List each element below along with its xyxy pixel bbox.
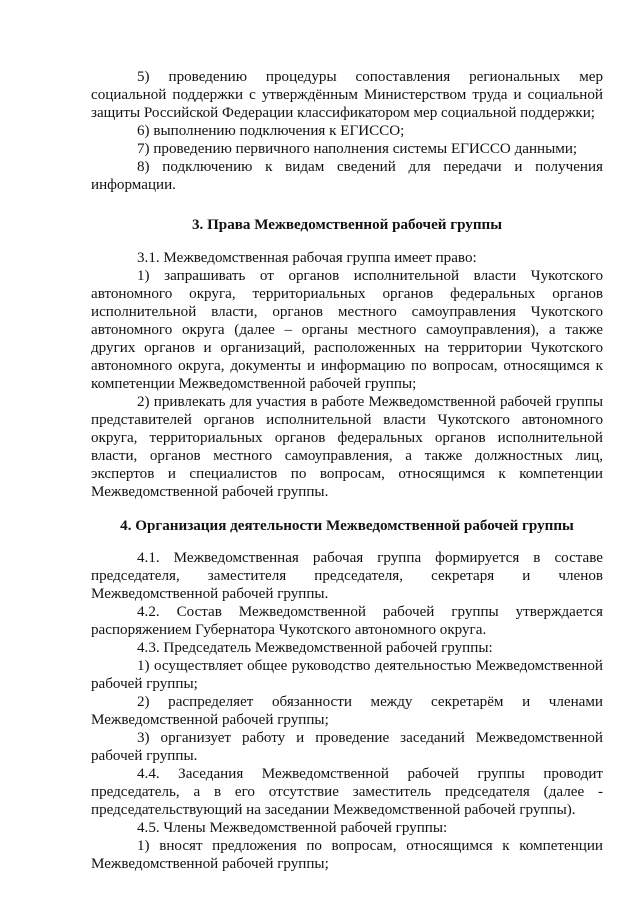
paragraph-3-1-item-2: 2) привлекать для участия в работе Межведомственной рабочей группы представителей органов исполнительной власти Чукотского автономного округа, территориальных органов федеральных органов исполнительной власти, органов местного самоуправления, а также должностных лиц, экспертов и специалистов по вопросам, относящимся к компетенции Межведомственной рабочей группы. <box>91 394 603 500</box>
paragraph-4-3-item-2: 2) распределяет обязанности между секретарём и членами Межведомственной рабочей группы; <box>91 694 603 728</box>
paragraph-4-5: 4.5. Члены Межведомственной рабочей группы: <box>137 820 448 836</box>
list-item-5: 5) проведению процедуры сопоставления региональных мер социальной поддержки с утверждённым Министерством труда и социальной защиты Российской Федерации классификатором мер социальной поддержки; <box>91 69 603 121</box>
paragraph-3-1-item-1: 1) запрашивать от органов исполнительной власти Чукотского автономного округа, территориальных органов федеральных органов исполнительной власти, органов местного самоуправления Чукотского автономного округа (далее – органы местного самоуправления), а также других органов и организаций, расположенных на территории Чукотского автономного округа, документы и информацию по вопросам, относящимся к компетенции Межведомственной рабочей группы; <box>91 268 603 392</box>
paragraph-4-3: 4.3. Председатель Межведомственной рабочей группы: <box>137 640 493 656</box>
paragraph-4-2: 4.2. Состав Межведомственной рабочей группы утверждается распоряжением Губернатора Чукотского автономного округа. <box>91 604 603 638</box>
section-3-heading: 3. Права Межведомственной рабочей группы <box>191 217 503 233</box>
paragraph-4-1: 4.1. Межведомственная рабочая группа формируется в составе председателя, заместителя председателя, секретаря и членов Межведомственной рабочей группы. <box>91 550 603 602</box>
list-item-7: 7) проведению первичного наполнения системы ЕГИССО данными; <box>137 141 578 157</box>
paragraph-4-3-item-3: 3) организует работу и проведение заседаний Межведомственной рабочей группы. <box>91 730 603 764</box>
list-item-8: 8) подключению к видам сведений для передачи и получения информации. <box>91 159 603 193</box>
document-body <box>91 68 603 873</box>
section-4-heading: 4. Организация деятельности Межведомственной рабочей группы <box>120 518 574 534</box>
paragraph-3-1: 3.1. Межведомственная рабочая группа имеет право: <box>137 250 477 266</box>
paragraph-4-4: 4.4. Заседания Межведомственной рабочей группы проводит председатель, а в его отсутствие заместитель председателя (далее - председательствующий на заседании Межведомственной рабочей группы). <box>91 766 603 818</box>
paragraph-4-3-item-1: 1) осуществляет общее руководство деятельностью Межведомственной рабочей группы; <box>91 658 603 692</box>
list-item-6: 6) выполнению подключения к ЕГИССО; <box>137 123 405 139</box>
paragraph-4-5-item-1: 1) вносят предложения по вопросам, относящимся к компетенции Межведомственной рабочей группы; <box>91 838 603 872</box>
